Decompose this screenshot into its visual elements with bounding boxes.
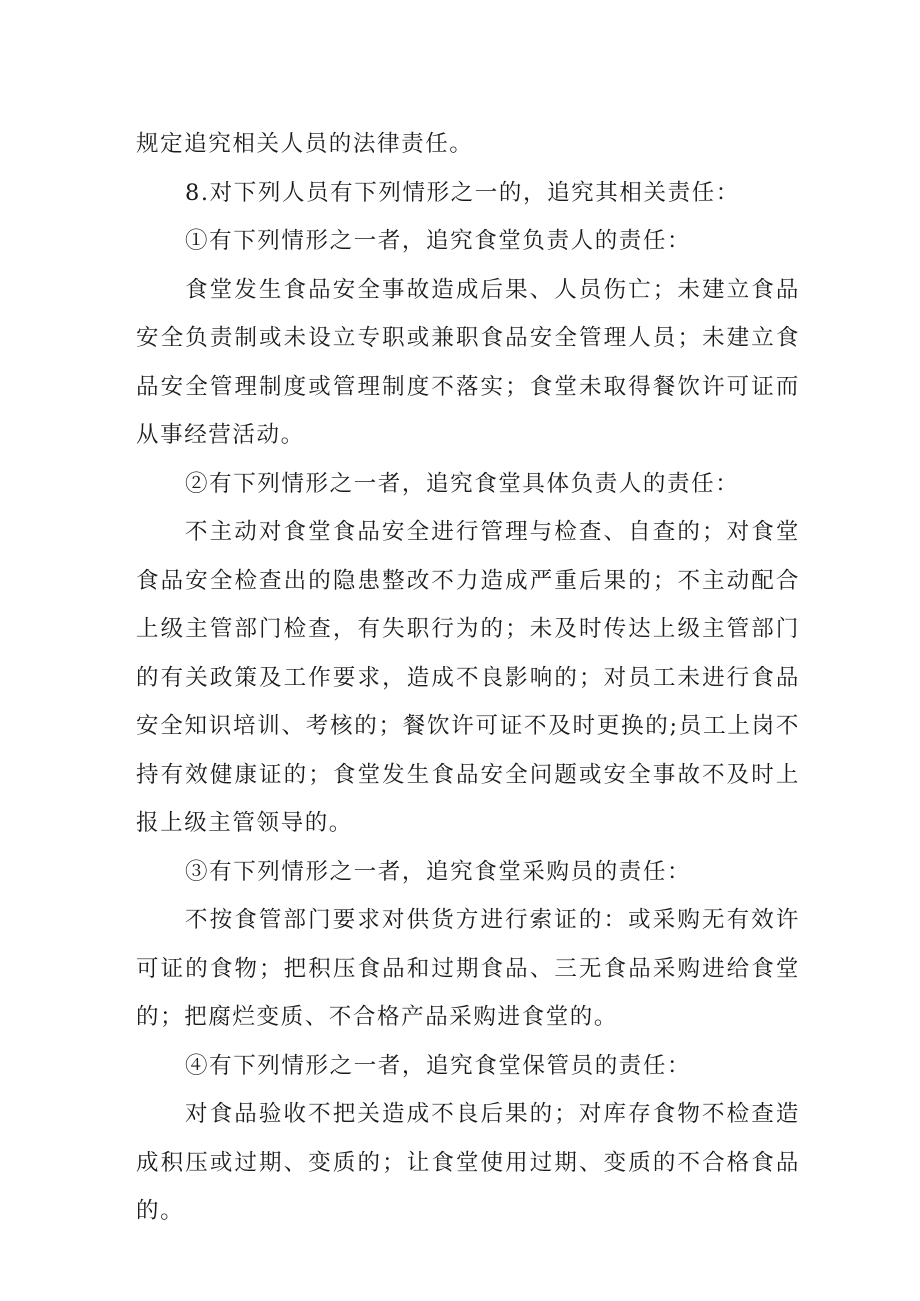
paragraph-clause-8: 8.对下列人员有下列情形之一的，追究其相关责任： bbox=[185, 179, 740, 206]
paragraph-heading-1: ①有下列情形之一者，追究食堂负责人的责任： bbox=[185, 228, 692, 254]
paragraph-body-1: 食堂发生食品安全事故造成后果、人员伤亡；未建立食品安全负责制或未设立专职或兼职食品安全管理人员；未建立食品安全管理制度或管理制度不落实；食堂未取得餐饮许可证而从事经营活动。 bbox=[136, 276, 800, 448]
paragraph-body-3: 不按食管部门要求对供货方进行索证的：或采购无有效许可证的食物；把积压食品和过期食品、三无食品采购进给食堂的；把腐烂变质、不合格产品采购进食堂的。 bbox=[136, 907, 800, 1030]
paragraph-body-4: 对食品验收不把关造成不良后果的；对库存食物不检查造成积压或过期、变质的；让食堂使用过期、变质的不合格食品的。 bbox=[136, 1101, 800, 1224]
paragraph-heading-2: ②有下列情形之一者，追究食堂具体负责人的责任： bbox=[185, 470, 740, 497]
paragraph-heading-4: ④有下列情形之一者，追究食堂保管员的责任： bbox=[185, 1052, 692, 1079]
document-body bbox=[136, 120, 800, 1236]
paragraph-body-2: 不主动对食堂食品安全进行管理与检查、自查的；对食堂食品安全检查出的隐患整改不力造成严重后果的；不主动配合上级主管部门检查，有失职行为的；未及时传达上级主管部门的有关政策及工作要求，造成不良影响的；对员工未进行食品安全知识培训、考核的；餐饮许可证不及时更换的;员工上岗不持有效健康证的；食堂发生食品安全问题或安全事故不及时上报上级主管领导的。 bbox=[136, 519, 800, 836]
paragraph-continuation: 规定追究相关人员的法律责任。 bbox=[136, 131, 474, 157]
paragraph-heading-3: ③有下列情形之一者，追究食堂采购员的责任： bbox=[185, 858, 692, 885]
